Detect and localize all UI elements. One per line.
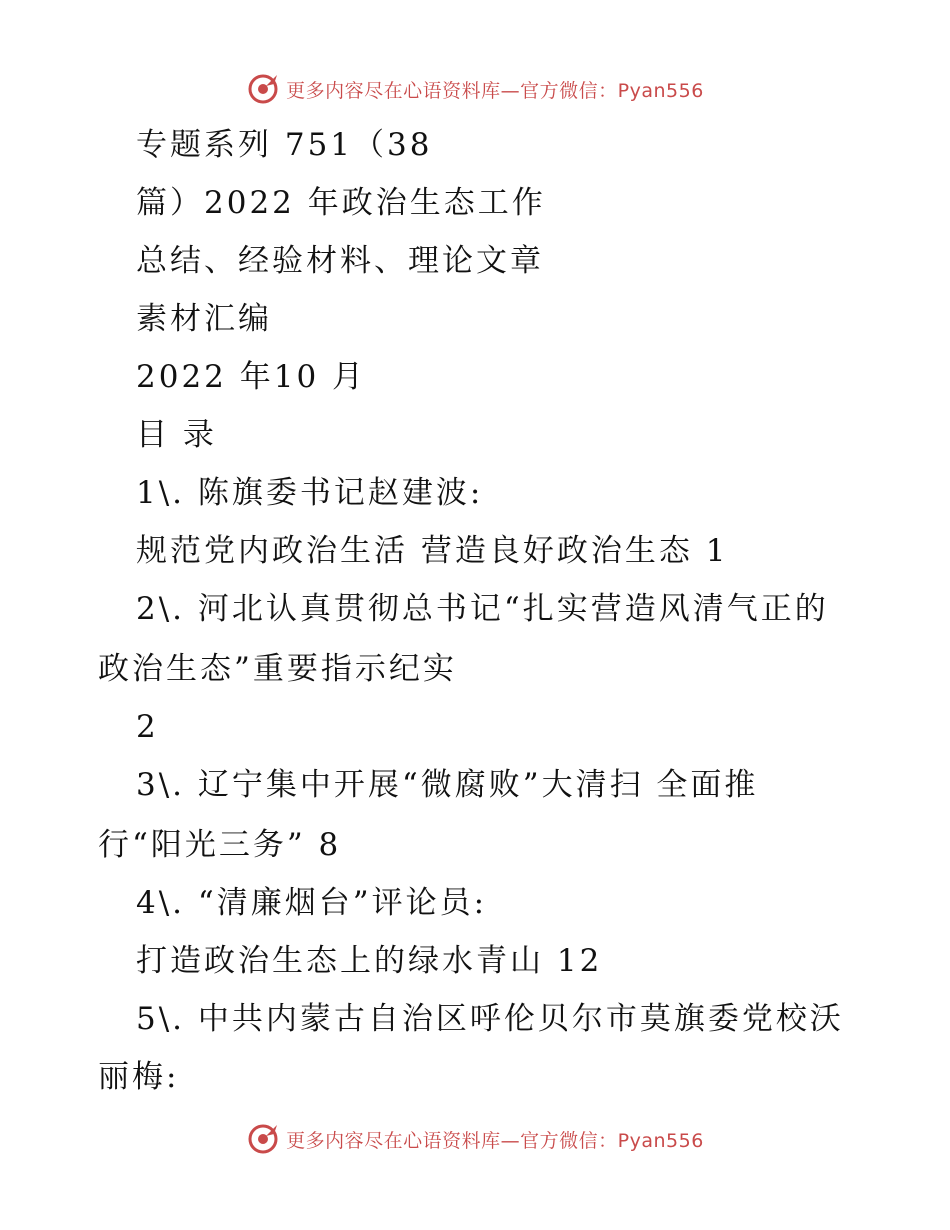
doc-line: 4\. “清廉烟台”评论员: — [136, 885, 488, 921]
doc-line: 专题系列 751（38 — [136, 127, 433, 163]
quill-logo-icon — [246, 1122, 280, 1156]
doc-line: 打造政治生态上的绿水青山 12 — [136, 943, 603, 979]
doc-line: 3\. 辽宁集中开展“微腐败”大清扫 全面推 — [136, 767, 759, 803]
doc-line: 1\. 陈旗委书记赵建波: — [136, 475, 484, 511]
doc-line: 行“阳光三务” 8 — [98, 827, 342, 863]
doc-line: 丽梅: — [98, 1059, 180, 1095]
banner-text: 更多内容尽在心语资料库—官方微信：Pyan556 — [286, 79, 704, 102]
doc-line: 5\. 中共内蒙古自治区呼伦贝尔市莫旗委党校沃 — [136, 1001, 844, 1037]
doc-line: 目 录 — [136, 417, 217, 453]
doc-line: 总结、经验材料、理论文章 — [136, 243, 544, 279]
footer-banner — [0, 1122, 950, 1156]
doc-line: 篇）2022 年政治生态工作 — [136, 185, 546, 221]
quill-logo-icon — [246, 72, 280, 106]
doc-line: 2022 年10 月 — [136, 359, 367, 395]
doc-line: 2 — [136, 709, 159, 745]
header-banner — [0, 72, 950, 106]
doc-line: 政治生态”重要指示纪实 — [98, 651, 457, 687]
banner-text: 更多内容尽在心语资料库—官方微信：Pyan556 — [286, 1129, 704, 1152]
doc-line: 规范党内政治生活 营造良好政治生态 1 — [136, 533, 729, 569]
doc-line: 2\. 河北认真贯彻总书记“扎实营造风清气正的 — [136, 591, 829, 627]
doc-line: 素材汇编 — [136, 301, 272, 337]
